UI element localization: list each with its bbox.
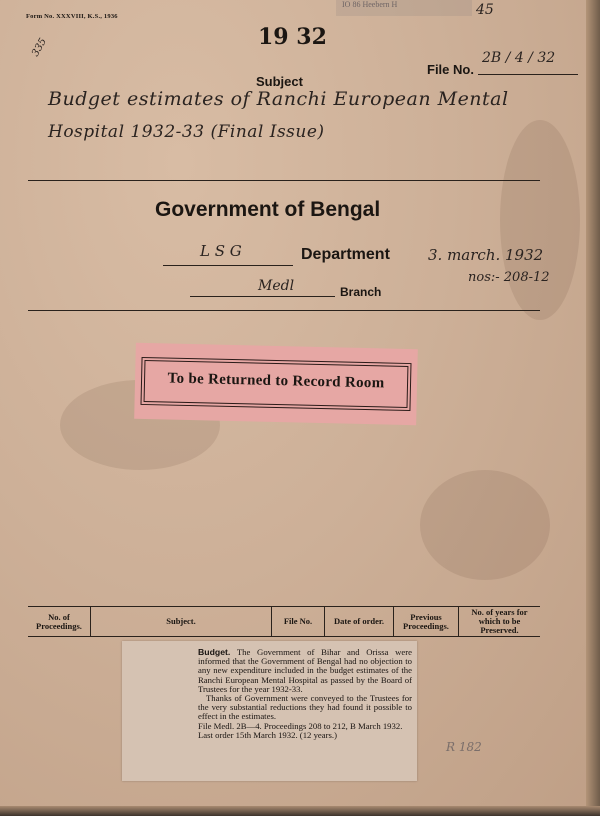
col-date-of-order: Date of order. [325,607,394,637]
department-label: Department [301,246,390,263]
register-table [28,606,540,637]
col-subject: Subject. [91,607,272,637]
form-number: Form No. XXXVIII, K.S., 1936 [26,13,118,20]
top-stamp: IO 86 Heebern H [336,0,472,16]
paper-stain [420,470,550,580]
branch-value: Medl [258,278,295,294]
record-room-label [134,343,418,425]
label-text: To be Returned to Record Room [167,370,385,392]
department-value: L S G [200,242,242,260]
file-no-value: 2B / 4 / 32 [482,50,556,66]
clipping-para-2: Thanks of Government were conveyed to the Trustees for the very substantial reductions they had found it possible to effect in the estimates. [198,693,412,722]
col-file-no: File No. [272,607,325,637]
register-header-row [28,607,540,637]
clipping-text [198,648,412,740]
newspaper-clipping [122,641,417,781]
subject-line-2: Hospital 1932-33 (Final Issue) [48,122,325,142]
year: 19 32 [258,24,327,50]
divider [28,180,540,181]
clipping-para-1: The Government of Bihar and Orissa were informed that the Government of Bengal had no objection to any new expenditure included in the budget estimates of the Ranchi European Mental Hospital as passed by the Board of Trustees for the year 1932-33. [198,647,413,694]
branch-label: Branch [340,285,382,299]
col-years-preserved: No. of years for which to be Preserved. [459,607,541,637]
department-underline [163,265,293,266]
page-edge [0,806,600,816]
subject-label: Subject [256,74,303,89]
label-frame [140,357,411,411]
subject-line-1: Budget estimates of Ranchi European Mental [48,88,509,110]
page-number: 45 [476,2,494,18]
divider [28,310,540,311]
clipping-heading: Budget. [198,647,231,657]
paper-stain [500,120,580,320]
page-edge [586,0,600,816]
file-no-underline [478,74,578,75]
clipping-last-order: Last order 15th March 1932. (12 years.) [198,729,337,740]
number-note: nos:- 208-12 [468,270,550,285]
clipping-file-line: File Medl. 2B—4. Proceedings 208 to 212, B March 1932. [198,720,403,731]
date-note: 3. march. 1932 [428,246,544,264]
margin-mark: R 182 [446,740,482,754]
file-no-label: File No. [427,62,474,77]
corner-mark: 335 [30,36,50,59]
col-proceedings: No. of Proceedings. [28,607,91,637]
col-previous-proceedings: Previous Proceedings. [394,607,459,637]
government-title: Government of Bengal [155,198,381,221]
branch-underline [190,296,335,297]
